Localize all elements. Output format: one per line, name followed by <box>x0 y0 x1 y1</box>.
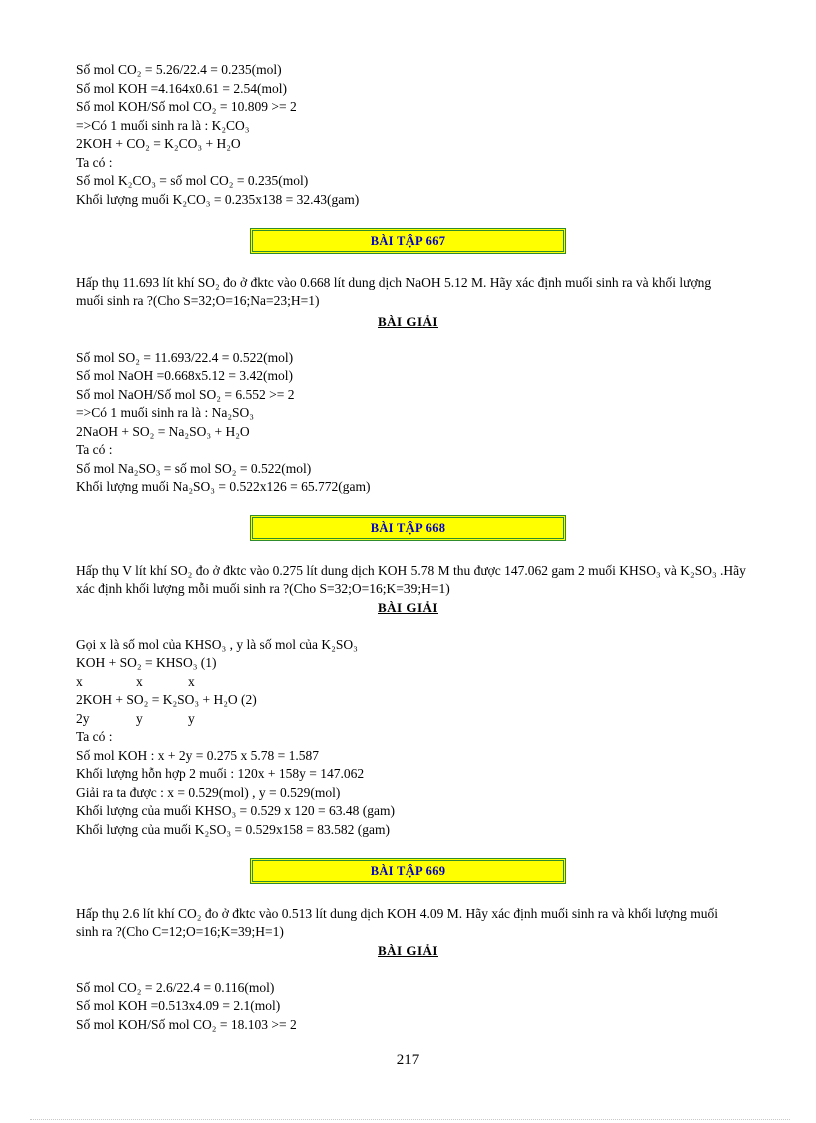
text-line: Giải ra ta được : x = 0.529(mol) , y = 0.529(mol) <box>76 785 341 800</box>
mole-cell: x <box>136 674 143 689</box>
text-line: Số mol NaOH/Số mol SO₂ = 6.552 >= 2 <box>76 387 295 402</box>
text-line: 2NaOH + SO₂ = Na₂SO₃ + H₂O <box>76 424 250 439</box>
mole-cell: y <box>136 711 143 726</box>
text-line: Số mol CO₂ = 2.6/22.4 = 0.116(mol) <box>76 980 275 995</box>
text-line: Số mol K₂CO₃ = số mol CO₂ = 0.235(mol) <box>76 173 309 188</box>
text-line: Gọi x là số mol của KHSO₃ , y là số mol của K₂SO₃ <box>76 637 358 652</box>
text-line: Số mol KOH : x + 2y = 0.275 x 5.78 = 1.587 <box>76 748 319 763</box>
mole-cell: 2y <box>76 711 90 726</box>
text-line: Số mol CO₂ = 5.26/22.4 = 0.235(mol) <box>76 62 282 77</box>
mole-cell: y <box>188 711 195 726</box>
solution-title: BÀI GIẢI <box>378 314 438 329</box>
text-line: 2KOH + SO₂ = K₂SO₃ + H₂O (2) <box>76 692 257 707</box>
exercise-title: BÀI TẬP 669 <box>370 863 446 878</box>
text-line: Số mol SO₂ = 11.693/22.4 = 0.522(mol) <box>76 350 294 365</box>
text-line: Ta có : <box>76 729 113 744</box>
text-line: 2KOH + CO₂ = K₂CO₃ + H₂O <box>76 136 241 151</box>
text-line: Số mol KOH/Số mol CO₂ = 18.103 >= 2 <box>76 1017 297 1032</box>
text-line: Số mol KOH =0.513x4.09 = 2.1(mol) <box>76 998 281 1013</box>
footer-divider <box>30 1119 790 1120</box>
mole-cell: x <box>188 674 195 689</box>
text-line: Khối lượng của muối K₂SO₃ = 0.529x158 = 83.582 (gam) <box>76 822 390 837</box>
solution-title: BÀI GIẢI <box>378 600 438 615</box>
text-line: Số mol Na₂SO₃ = số mol SO₂ = 0.522(mol) <box>76 461 312 476</box>
solution-title: BÀI GIẢI <box>378 943 438 958</box>
text-line: Ta có : <box>76 442 113 457</box>
exercise-title: BÀI TẬP 667 <box>370 233 446 248</box>
text-line: =>Có 1 muối sinh ra là : K₂CO₃ <box>76 118 250 133</box>
exercise-banner-667 <box>250 228 566 254</box>
text-line: Khối lượng của muối KHSO₃ = 0.529 x 120 = 63.48 (gam) <box>76 803 395 818</box>
text-line: Số mol KOH/Số mol CO₂ = 10.809 >= 2 <box>76 99 297 114</box>
exercise-banner-668 <box>250 515 566 541</box>
mole-cell: x <box>76 674 83 689</box>
problem-statement: Hấp thụ 2.6 lít khí CO₂ đo ở đktc vào 0.513 lít dung dịch KOH 4.09 M. Hãy xác định muối sinh ra và khối lượng muối sinh ra ?(Cho C=12;O=16;K=39;H=1) <box>76 906 718 939</box>
text-line: Ta có : <box>76 155 113 170</box>
problem-statement: Hấp thụ 11.693 lít khí SO₂ đo ở đktc vào 0.668 lít dung dịch NaOH 5.12 M. Hãy xác định muối sinh ra và khối lượng muối sinh ra ?(Cho S=32;O=16;Na=23;H=1) <box>76 275 712 308</box>
text-line: KOH + SO₂ = KHSO₃ (1) <box>76 655 217 670</box>
text-line: Số mol NaOH =0.668x5.12 = 3.42(mol) <box>76 368 293 383</box>
text-line: Số mol KOH =4.164x0.61 = 2.54(mol) <box>76 81 287 96</box>
exercise-title: BÀI TẬP 668 <box>370 520 446 535</box>
text-line: Khối lượng muối K₂CO₃ = 0.235x138 = 32.43(gam) <box>76 192 360 207</box>
problem-statement: Hấp thụ V lít khí SO₂ đo ở đktc vào 0.275 lít dung dịch KOH 5.78 M thu được 147.062 gam 2 muối KHSO₃ và K₂SO₃ .Hãy xác định khối lượng mỗi muối sinh ra ?(Cho S=32;O=16;K=39;H=1) <box>76 563 746 596</box>
text-line: =>Có 1 muối sinh ra là : Na₂SO₃ <box>76 405 255 420</box>
text-line: Khối lượng muối Na₂SO₃ = 0.522x126 = 65.772(gam) <box>76 479 371 494</box>
text-line: Khối lượng hỗn hợp 2 muối : 120x + 158y = 147.062 <box>76 766 365 781</box>
page-number: 217 <box>396 1052 420 1068</box>
exercise-banner-669 <box>250 858 566 884</box>
